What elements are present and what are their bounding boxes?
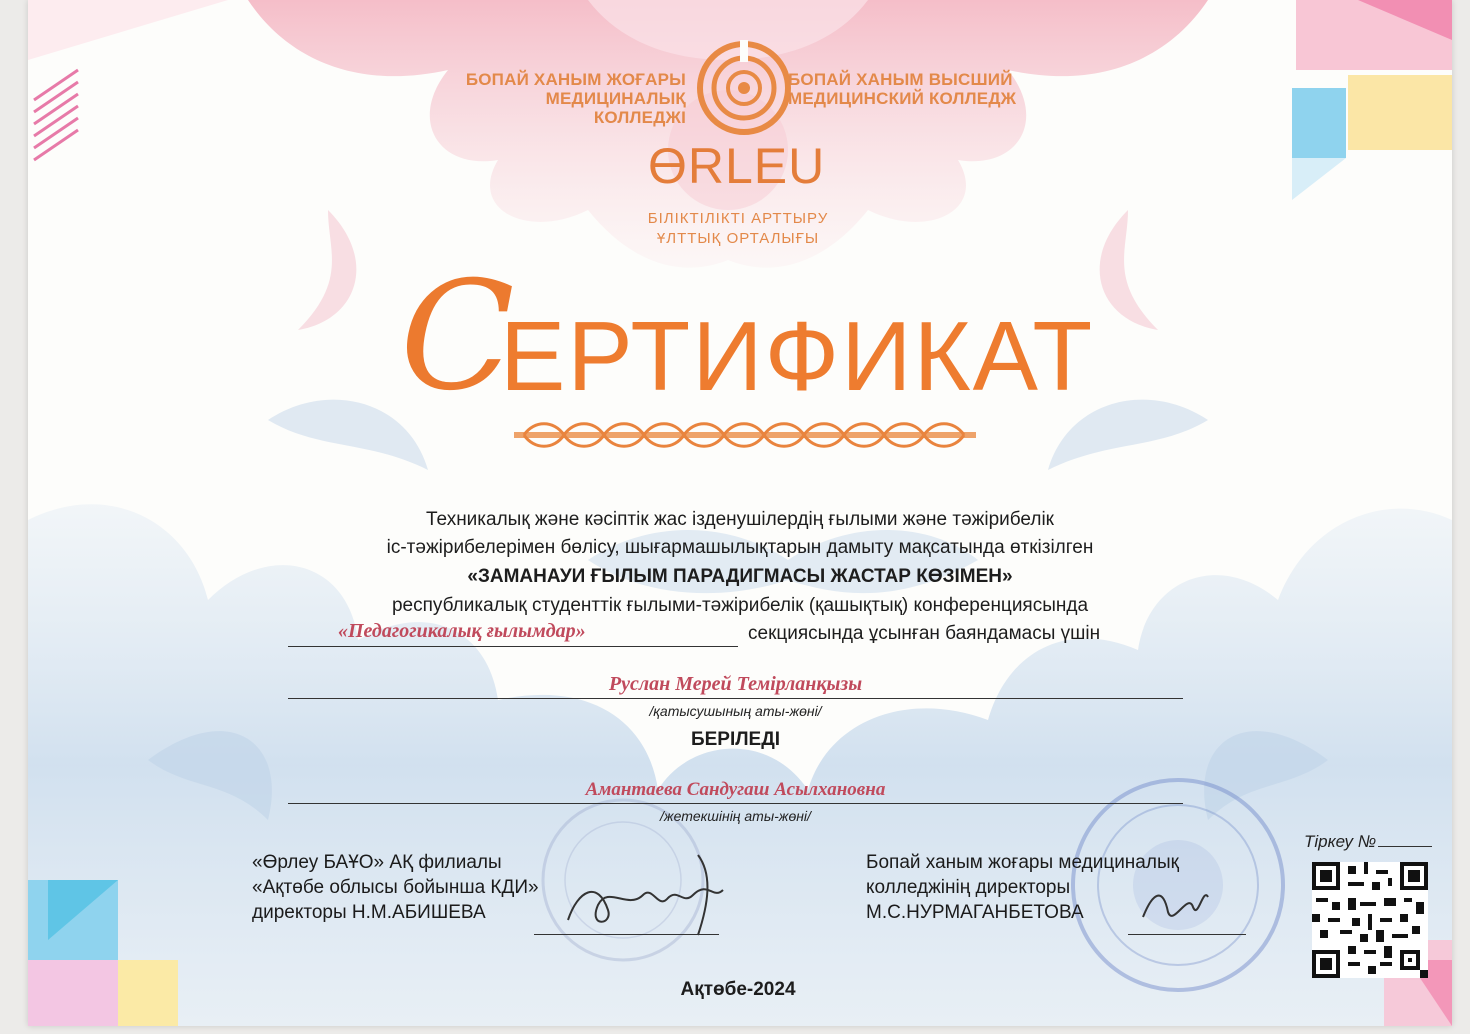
participant-caption: /қатысушының аты-жөні/ <box>649 703 822 719</box>
orleu-subtitle: БІЛІКТІЛІКТІ АРТТЫРУ ҰЛТТЫҚ ОРТАЛЫҒЫ <box>647 210 829 247</box>
qr-code[interactable] <box>1312 862 1428 978</box>
college-name-kazakh: БОПАЙ ХАНЫМ ЖОҒАРЫ МЕДИЦИНАЛЫҚ КОЛЛЕДЖІ <box>465 70 686 127</box>
title-first-letter: С <box>400 250 515 424</box>
section-name: «Педагогикалық ғылымдар» <box>338 620 586 642</box>
registration-label: Тіркеу № <box>1304 832 1432 852</box>
supervisor-name: Амантаева Сандугаш Асылхановна <box>585 779 886 800</box>
certificate-title <box>400 250 1160 424</box>
participant-name: Руслан Мерей Темірланқызы <box>608 673 863 695</box>
supervisor-name-field <box>288 777 1183 804</box>
conference-title: «ЗАМАНАУИ ҒЫЛЫМ ПАРАДИГМАСЫ ЖАСТАР КӨЗІМЕН» <box>467 566 1013 587</box>
section-suffix: секциясында ұсынған баяндамасы үшін <box>748 623 1101 644</box>
body-line-4: республикалық студенттік ғылыми-тәжірибелік (қашықтық) конференциясында <box>391 595 1089 616</box>
college-name-russian: БОПАЙ ХАНЫМ ВЫСШИЙ МЕДИЦИНСКИЙ КОЛЛЕДЖ <box>788 70 1017 108</box>
body-line-2: іс-тәжірибелерімен бөлісу, шығармашылықтарын дамыту мақсатында өткізілген <box>386 537 1094 558</box>
left-signatory: «Өрлеу БАҰО» АҚ филиалы «Ақтөбе облысы бойынша КДИ» директоры Н.М.АБИШЕВА <box>252 852 539 923</box>
awarded-label: БЕРІЛЕДІ <box>690 729 781 750</box>
title-rest: ЕРТИФИКАТ <box>500 301 1095 411</box>
section-name-field <box>288 620 738 647</box>
orleu-logo: ӨRLEU <box>648 138 826 194</box>
right-signature <box>1133 872 1223 932</box>
participant-name-field <box>288 670 1183 699</box>
supervisor-caption: /жетекшінің аты-жөні/ <box>660 808 811 824</box>
body-line-1: Техникалық және кәсіптік жас ізденушілердің ғылыми және тәжірибелік <box>426 509 1054 530</box>
city-year: Ақтөбе-2024 <box>680 979 796 1000</box>
college-logo-icon <box>696 40 792 136</box>
right-signatory: Бопай ханым жоғары медициналық колледжінің директоры М.С.НУРМАГАНБЕТОВА <box>866 852 1179 923</box>
ornament-divider <box>514 418 976 452</box>
left-signature <box>548 850 748 940</box>
certificate-page <box>28 0 1452 1026</box>
